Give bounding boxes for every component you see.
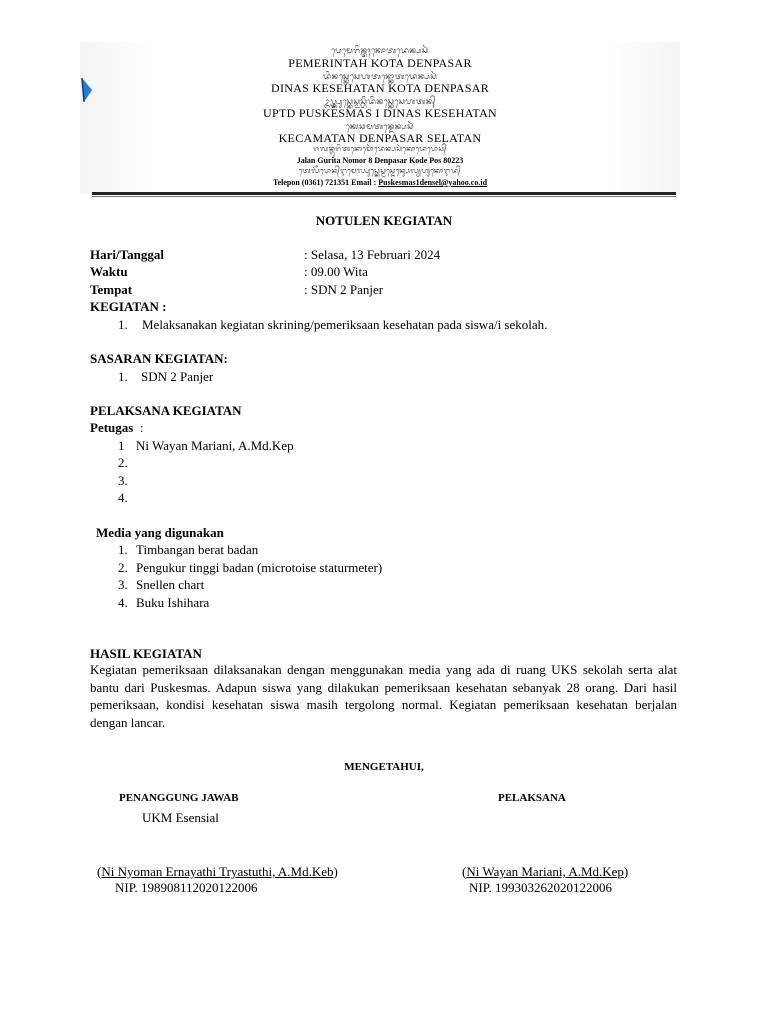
media-heading: Media yang digunakan (96, 525, 224, 540)
signer-right-name-row (462, 864, 628, 880)
letterhead-contact (90, 178, 670, 187)
signer-right-name: Ni Wayan Mariani, A.Md.Kep (466, 864, 624, 879)
petugas-label-row (90, 420, 143, 436)
paren-open: ( (97, 864, 102, 879)
media-item-text: Buku Ishihara (136, 595, 210, 610)
kegiatan-item-number: 1. (118, 317, 128, 332)
petugas-label: Petugas (90, 420, 134, 435)
contact-email: Puskesmas1densel@yahoo.co.id (378, 178, 488, 187)
balinese-script-2: ᬉᬧ᭄ᬢ᭄ᬤ᭄ᬧᬸᬲ᭄ᬓᬾᬲ᭄ᬫᬲ᭄ᬳᬶᬤᬶᬦᬲ᭄ᬓᬾᬲᬾᬳᬢᬦ᭄ (324, 97, 436, 106)
signer-right-nip: NIP. 199303262020122006 (469, 880, 613, 895)
petugas-item-number: 4. (118, 490, 128, 505)
info-value-place: : SDN 2 Panjer (304, 282, 384, 297)
balinese-script-1: ᬤᬶᬦᬲ᭄ᬓᬾᬲᬾᬳᬢᬦ᭄ᬓᭀᬢᬤᬾᬦ᭄ᬧᬲᬃ (322, 72, 438, 81)
signer-left-name: Ni Nyoman Ernayathi Tryastuthi, A.Md.Keb (101, 864, 334, 879)
signer-left-nip: NIP. 198908112020122006 (115, 880, 258, 895)
letterhead-address: Jalan Gurita Nomor 8 Denpasar Kode Pos 80223 (296, 156, 464, 165)
letterhead-line-2: DINAS KESEHATAN KOTA DENPASAR (270, 81, 490, 95)
info-label-place: Tempat (90, 282, 133, 297)
sasaran-item-text: SDN 2 Panjer (141, 369, 214, 384)
contact-prefix: Telepon (0361) 721351 Email : (272, 178, 379, 187)
letterhead-divider-thin (92, 196, 676, 197)
media-item-number: 2. (118, 560, 128, 575)
sasaran-heading: SASARAN KEGIATAN: (90, 351, 228, 366)
info-label-time: Waktu (90, 264, 128, 279)
hasil-heading: HASIL KEGIATAN (90, 646, 202, 661)
petugas-colon: : (139, 420, 144, 435)
petugas-item-number: 3. (118, 473, 128, 488)
media-item-text: Snellen chart (136, 577, 205, 592)
mengetahui-label: MENGETAHUI, (344, 761, 424, 773)
paren-open: ( (462, 864, 467, 879)
media-item-number: 4. (118, 595, 128, 610)
petugas-item-number: 1 (118, 438, 125, 453)
media-item-number: 3. (118, 577, 128, 592)
paren-close: ) (623, 864, 629, 879)
pelaksana-heading: PELAKSANA KEGIATAN (90, 403, 242, 418)
balinese-script-4: ᬚᬮᬦ᭄ᬕᬸᬭᬶᬢᬦᭀᬫᭀᬃᬤᬾᬦ᭄ᬧᬲᬃᬓᭀᬤᬾᬧᭀᬲ᭄ (313, 145, 447, 153)
media-item-text: Pengukur tinggi badan (microtoise staturmeter) (136, 560, 383, 575)
letterhead-line-4: KECAMATAN DENPASAR SELATAN (278, 131, 482, 145)
paren-close: ) (333, 864, 338, 879)
sasaran-item-number: 1. (118, 369, 128, 384)
media-item-number: 1. (118, 542, 128, 557)
media-item-text: Timbangan berat badan (136, 542, 259, 557)
kegiatan-heading: KEGIATAN : (90, 299, 167, 314)
info-value-date: : Selasa, 13 Februari 2024 (304, 247, 441, 262)
kegiatan-item-text: Melaksanakan kegiatan skrining/pemeriksaan kesehatan pada siswa/i sekolah. (142, 317, 548, 332)
petugas-item-number: 2. (118, 455, 128, 470)
info-value-time: : 09.00 Wita (304, 264, 368, 279)
balinese-script-5: ᬢᬾᬮᭂᬧᭀᬦ᭄ᬇᬫᬾᬮ᭄ᬧᬸᬲ᭄ᬓᬾᬲ᭄ᬫᬲ᭄ᬤᬾᬦ᭄ᬲᬾᬮ᭄ᬬᬳᬸᬓᭀᬇᬤ᭄ (298, 167, 462, 175)
info-label-date: Hari/Tanggal (90, 247, 164, 262)
balinese-script-top: ᬧᬾᬫᬾᬭᬶᬦ᭄ᬢᬄᬓᭀᬢᬤᬾᬦ᭄ᬧᬲᬃ (331, 46, 429, 55)
signer-left-unit: UKM Esensial (142, 810, 219, 825)
letterhead-line-1: PEMERINTAH KOTA DENPASAR (288, 56, 472, 70)
document-title: NOTULEN KEGIATAN (315, 213, 453, 228)
signer-left-name-row (97, 864, 338, 880)
balinese-script-3: ᬓᬾᬘᬫᬢᬦ᭄ᬤᬾᬦ᭄ᬧᬲᬃ (345, 122, 415, 131)
signer-left-role: PENANGGUNG JAWAB (119, 792, 239, 804)
hasil-paragraph: Kegiatan pemeriksaan dilaksanakan dengan menggunakan media yang ada di ruang UKS sekolah serta alat bantu dari Puskesmas. Adapun siswa yang dilakukan pemeriksaan kesehatan sebanyak 28 orang. Dari hasil pemeriksaan, kondisi kesehatan siswa masih tergolong normal. Kegiatan pemeriksaan kesehatan berjalan dengan lancar. (90, 662, 677, 730)
letterhead-line-3: UPTD PUSKESMAS I DINAS KESEHATAN (263, 106, 497, 120)
signer-right-role: PELAKSANA (498, 792, 566, 804)
petugas-item-text: Ni Wayan Mariani, A.Md.Kep (136, 438, 294, 453)
letterhead-divider (92, 192, 676, 195)
